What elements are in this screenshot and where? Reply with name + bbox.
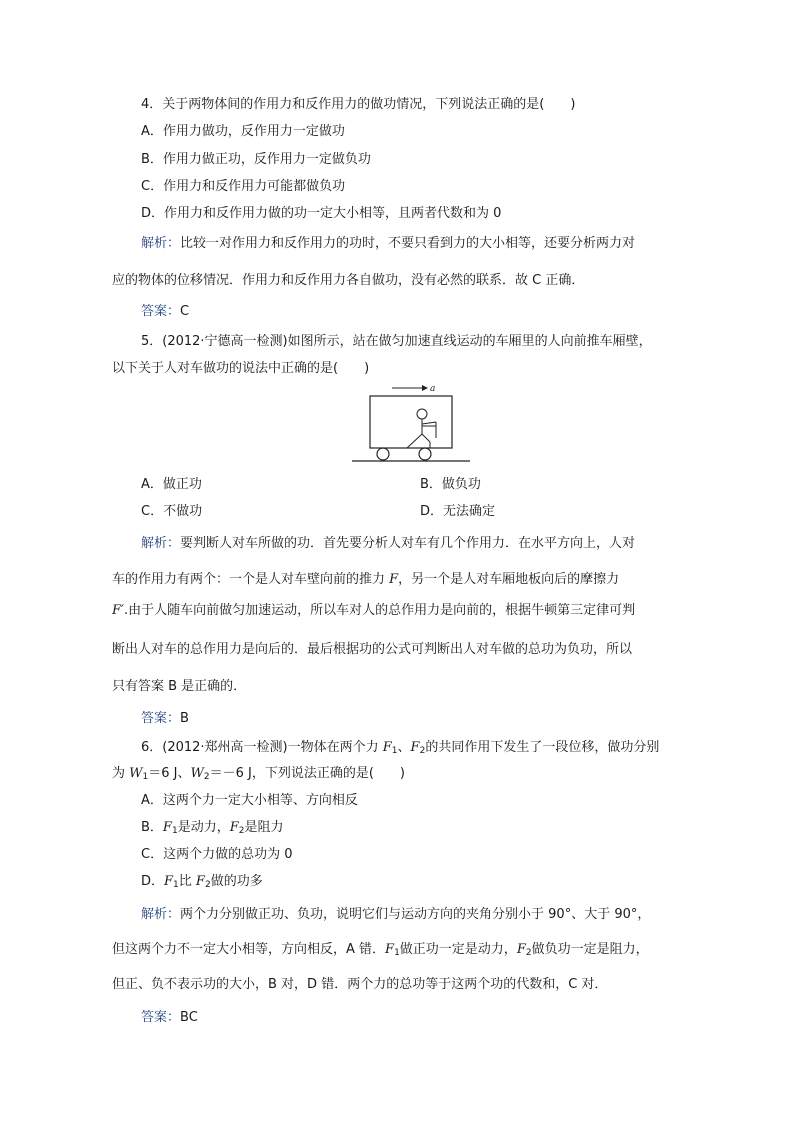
q6-analysis-label: 解析：	[141, 907, 181, 922]
q6-stem-text1a: 6．(2012·郑州高一检测)一物体在两个力	[141, 740, 383, 755]
q5-analysis-text2a: 车的作用力有两个：一个是人对车壁向前的推力	[112, 572, 390, 587]
f1-symbol: F	[162, 820, 172, 835]
q6-separator: 、	[397, 740, 411, 755]
person-head	[417, 409, 427, 419]
q4-option-a: A．作用力做功，反作用力一定做功	[141, 124, 345, 139]
force-f-symbol: F	[389, 572, 399, 587]
q6-option-d-prefix: D．	[141, 874, 165, 889]
wheel-back	[377, 448, 389, 460]
q5-option-d: D．无法确定	[420, 504, 496, 519]
q6-analysis-line1	[141, 906, 650, 924]
q5-analysis-text3: .由于人随车向前做匀加速运动，所以车对人的总作用力是向前的，根据牛顿第三定律可判	[123, 603, 636, 618]
q6-option-c: C．这两个力做的总功为 0	[141, 847, 293, 862]
q6-option-d-mid: 比	[178, 874, 196, 889]
q6-answer-value: BC	[180, 1010, 198, 1025]
f2-symbol: F	[516, 942, 526, 957]
f1-subscript: 1	[394, 948, 400, 958]
w1-subscript: 1	[142, 772, 149, 782]
q5-answer-value: B	[180, 711, 189, 726]
q5-option-b: B．做负功	[420, 477, 481, 492]
q5-analysis-label: 解析：	[141, 536, 181, 551]
q4-answer	[141, 303, 189, 321]
q6-option-b-mid: 是动力，	[177, 820, 230, 835]
q6-analysis-text2c: 做负功一定是阻力，	[531, 942, 649, 957]
arrow-head-icon	[422, 385, 428, 391]
q5-analysis-line5: 只有答案 B 是正确的．	[112, 679, 247, 694]
q6-answer-label: 答案：	[141, 1010, 181, 1025]
q6-option-b-end: 是阻力	[244, 820, 284, 835]
q6-stem-text2c: ＝－6 J，下列说法正确的是( )	[209, 766, 405, 781]
f2-subscript: 2	[419, 746, 426, 756]
q5-answer	[141, 710, 189, 728]
q6-stem-text1b: 的共同作用下发生了一段位移，做功分别	[425, 740, 660, 755]
person-leg-front	[422, 434, 430, 442]
acceleration-label: a	[430, 384, 436, 394]
q5-analysis-line2	[112, 571, 619, 589]
q6-analysis-text2a: 但这两个力不一定大小相等，方向相反，A 错．	[112, 942, 386, 957]
wheel-front	[419, 448, 431, 460]
q5-analysis-line3	[112, 602, 635, 620]
q4-analysis-line1	[141, 235, 635, 253]
f2-symbol: F	[195, 874, 205, 889]
f2-symbol: F	[410, 740, 420, 755]
f1-subscript: 1	[173, 880, 179, 890]
q6-option-d	[141, 873, 263, 894]
q5-option-a: A．做正功	[141, 477, 202, 492]
force-f-prime-symbol: F′	[112, 603, 124, 618]
f2-symbol: F	[229, 820, 239, 835]
q6-stem-text2a: 为	[112, 766, 130, 781]
f2-subscript: 2	[525, 948, 532, 958]
q6-analysis-line2	[112, 941, 649, 962]
q6-option-a: A．这两个力一定大小相等、方向相反	[141, 793, 358, 808]
q6-option-b	[141, 819, 283, 840]
q4-option-d: D．作用力和反作用力做的功一定大小相等，且两者代数和为 0	[141, 206, 502, 221]
person-leg-back	[407, 434, 422, 448]
q5-answer-label: 答案：	[141, 711, 181, 726]
q6-stem-line2	[112, 765, 405, 786]
q4-analysis-text1: 比较一对作用力和反作用力的功时，不要只看到力的大小相等，还要分析两力对	[180, 236, 636, 251]
q6-stem-line1	[141, 739, 659, 760]
q5-stem-line1: 5．(2012·宁德高一检测)如图所示，站在做匀加速直线运动的车厢里的人向前推车厢壁，	[141, 334, 652, 349]
q6-answer	[141, 1009, 198, 1027]
q4-answer-label: 答案：	[141, 304, 181, 319]
f1-symbol: F	[164, 874, 174, 889]
q5-option-c: C．不做功	[141, 504, 203, 519]
q4-option-b: B．作用力做正功，反作用力一定做负功	[141, 152, 371, 167]
q4-stem: 4．关于两物体间的作用力和反作用力的做功情况，下列说法正确的是( )	[141, 97, 576, 112]
q5-analysis-text1: 要判断人对车所做的功．首先要分析人对车有几个作用力．在水平方向上，人对	[180, 536, 636, 551]
q4-answer-value: C	[180, 304, 190, 319]
w2-symbol: W	[190, 766, 204, 781]
q5-analysis-text2b: ，另一个是人对车厢地板向后的摩擦力	[398, 572, 620, 587]
f1-subscript: 1	[171, 826, 178, 836]
w2-subscript: 2	[203, 772, 210, 782]
q5-analysis-line4: 断出人对车的总作用力是向后的．最后根据功的公式可判断出人对车做的总功为负功，所以	[112, 642, 633, 657]
f2-subscript: 2	[238, 826, 245, 836]
q6-stem-text2b: ＝6 J、	[148, 766, 191, 781]
q6-option-b-prefix: B．	[141, 820, 163, 835]
w1-symbol: W	[129, 766, 143, 781]
cart-figure	[352, 382, 470, 464]
q4-analysis-line2: 应的物体的位移情况．作用力和反作用力各自做功，没有必然的联系．故 C 正确．	[112, 273, 585, 288]
q6-analysis-line3: 但正、负不表示功的大小，B 对，D 错．两个力的总功等于这两个功的代数和，C 对．	[112, 977, 608, 992]
person-arm-lower	[422, 422, 436, 424]
q6-analysis-text2b: 做正功一定是动力，	[399, 942, 517, 957]
q4-option-c: C．作用力和反作用力可能都做负功	[141, 179, 346, 194]
f2-subscript: 2	[204, 880, 211, 890]
q5-stem-line2: 以下关于人对车做功的说法中正确的是( )	[112, 361, 370, 376]
f1-subscript: 1	[391, 746, 398, 756]
cart-body	[370, 396, 452, 448]
f1-symbol: F	[382, 740, 392, 755]
f1-symbol: F	[385, 942, 395, 957]
q6-option-d-end: 做的功多	[210, 874, 263, 889]
q5-analysis-line1	[141, 535, 635, 553]
q6-analysis-text1: 两个力分别做正功、负功，说明它们与运动方向的夹角分别小于 90°、大于 90°，	[180, 907, 651, 922]
q4-analysis-label: 解析：	[141, 236, 181, 251]
